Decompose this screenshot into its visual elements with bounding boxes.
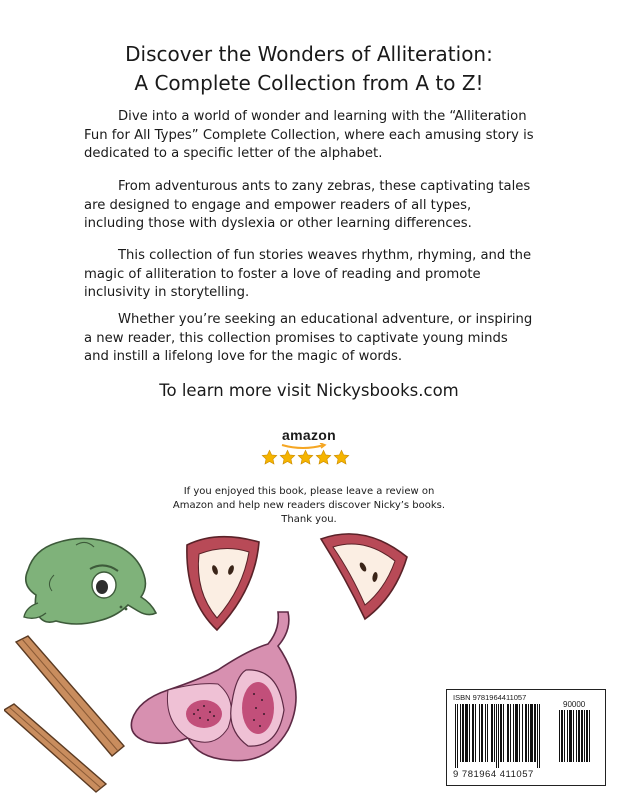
- review-line-3: Thank you.: [281, 514, 337, 525]
- fig-illustration: [128, 610, 318, 770]
- barcode-supplement-bars: [559, 710, 599, 768]
- paragraph-audience: From adventurous ants to zany zebras, these captivating tales are designed to engage and empower readers of all types, including those with dyslexia or other learning differences.: [84, 179, 531, 231]
- barcode-bars: [455, 704, 555, 768]
- barcode-digits: 9 781964 411057: [453, 769, 534, 780]
- paragraph-rhythm: This collection of fun stories weaves rhythm, rhyming, and the magic of alliteration to foster a love of reading and promote inclusivity in storytelling.: [84, 248, 532, 300]
- star-icon: [261, 449, 278, 466]
- amazon-logo-text: amazon: [282, 427, 336, 443]
- rating-stars: [261, 449, 350, 466]
- star-icon: [333, 449, 350, 466]
- title-line-1: Discover the Wonders of Alliteration:: [125, 42, 493, 66]
- star-icon: [315, 449, 332, 466]
- cinnamon-sticks-illustration: [4, 628, 134, 798]
- back-cover-title: [0, 40, 618, 98]
- barcode-supplement-number: 90000: [563, 700, 586, 709]
- paragraph-intro: Dive into a world of wonder and learning with the “Alliteration Fun for All Types” Complete Collection, where each amusing story is dedicated to a specific letter of the alphabet.: [84, 109, 534, 161]
- title-line-2: A Complete Collection from A to Z!: [134, 71, 484, 95]
- paragraph-adventure: Whether you’re seeking an educational adventure, or inspiring a new reader, this collection promises to captivate young minds and instill a lifelong love for the magic of words.: [84, 312, 533, 364]
- amazon-logo: [0, 427, 618, 443]
- review-line-1: If you enjoyed this book, please leave a review on: [183, 486, 435, 497]
- isbn-barcode: [446, 689, 606, 786]
- star-icon: [297, 449, 314, 466]
- review-request: [0, 485, 618, 527]
- apple-slice-right-illustration: [315, 527, 415, 627]
- isbn-label: ISBN 9781964411057: [453, 693, 527, 702]
- review-line-2: Amazon and help new readers discover Nicky’s books.: [172, 500, 446, 511]
- website-line: To learn more visit Nickysbooks.com: [159, 381, 459, 400]
- star-icon: [279, 449, 296, 466]
